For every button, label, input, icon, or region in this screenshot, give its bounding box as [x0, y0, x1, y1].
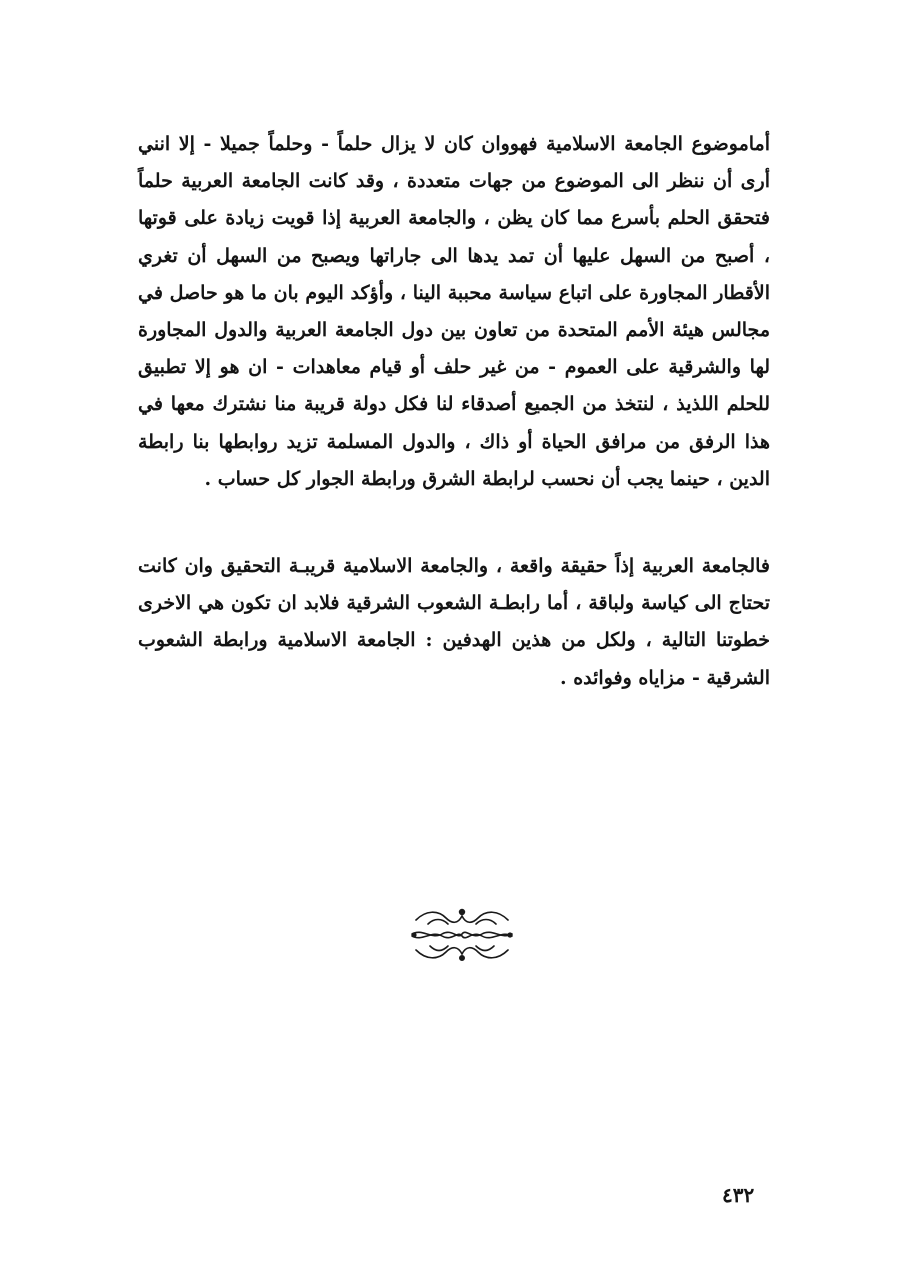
paragraph-2 [138, 548, 770, 697]
paragraph-1-text: أماموضوع الجامعة الاسلامية فهووان كان لا يزال حلماً - وحلماً جميلا - إلا انني أرى أن ننظر الى الموضوع من جهات متعددة ، وقد كانت الجامعة العربية حلماً فتحقق الحلم بأسرع مما كان يظن ، والجامعة العربية إذا قويت زيادة على قوتها ، أصبح من السهل عليها أن تمد يدها الى جاراتها ويصبح من السهل أن تغري الأقطار المجاورة على اتباع سياسة محببة الينا ، وأؤكد اليوم بان ما هو حاصل في مجالس هيئة الأمم المتحدة من تعاون بين دول الجامعة العربية والدول المجاورة لها والشرقية على العموم - من غير حلف أو قيام معاهدات - ان هو إلا تطبيق للحلم اللذيذ ، لنتخذ من الجميع أصدقاء لنا فكل دولة قريبة منا نشترك معها في هذا الرفق من مرافق الحياة أو ذاك ، والدول المسلمة تزيد روابطها بنا رابطة الدين ، حينما يجب أن نحسب لرابطة الشرق ورابطة الجوار كل حساب . [138, 133, 770, 490]
page-number: ٤٣٢ [722, 1183, 755, 1207]
paragraph-2-text: فالجامعة العربية إذاً حقيقة واقعة ، والجامعة الاسلامية قريبـة التحقيق وان كانت تحتاج الى كياسة ولباقة ، أما رابطـة الشعوب الشرقية فلابد ان تكون هي الاخرى خطوتنا التالية ، ولكل من هذين الهدفين : الجامعة الاسلامية ورابطة الشعوب الشرقية - مزاياه وفوائده . [138, 555, 770, 689]
ornament-divider-icon [408, 906, 516, 962]
paragraph-1 [138, 126, 770, 498]
